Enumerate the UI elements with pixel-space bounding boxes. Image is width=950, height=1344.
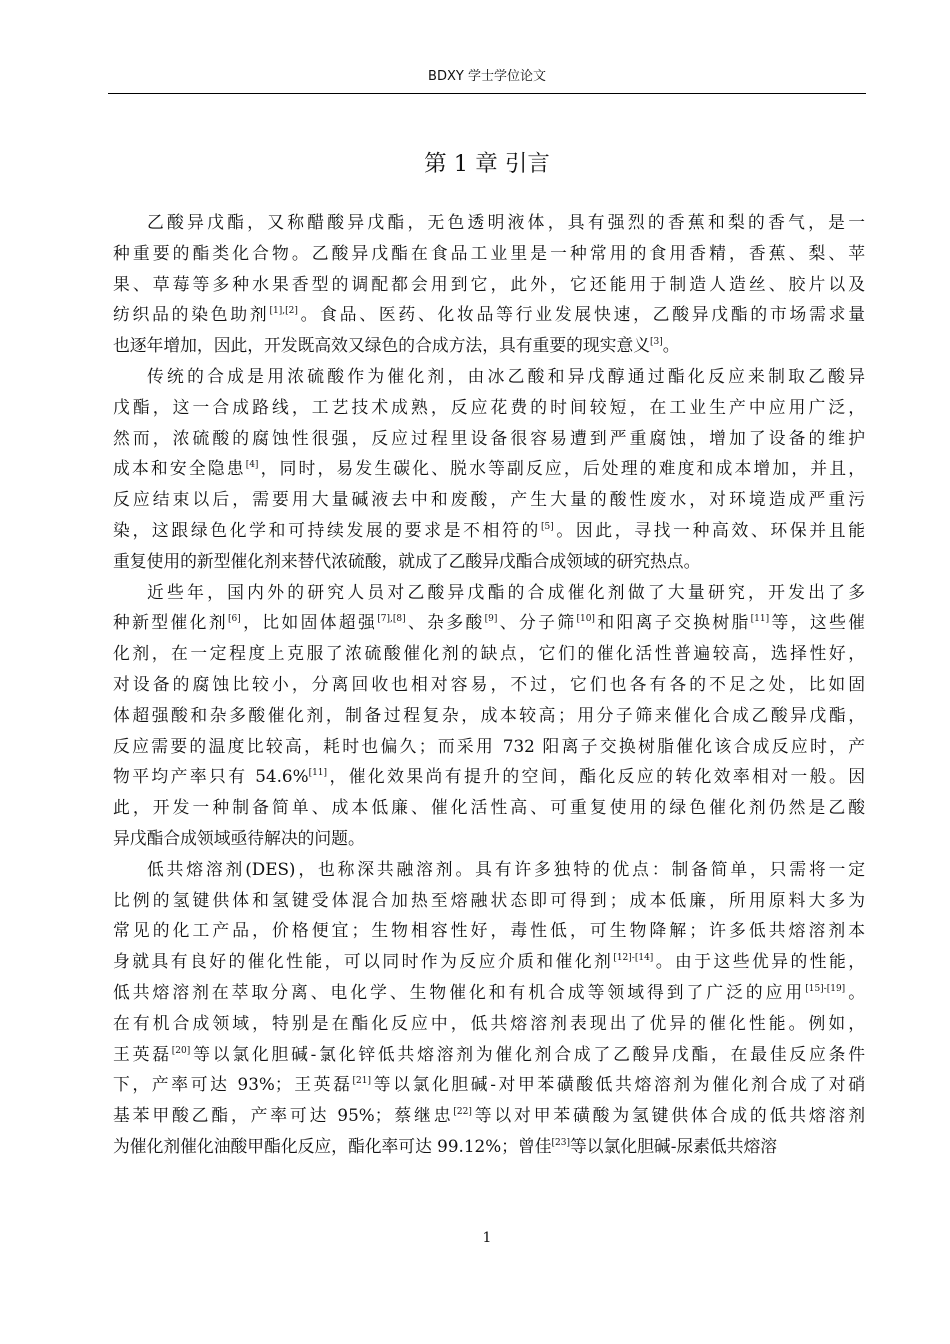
running-header: [108, 66, 866, 94]
citation-ref: [1],[2]: [269, 306, 298, 317]
text-line: [113, 1069, 865, 1100]
text-run: 低共熔溶剂(DES)，也称深共融溶剂。具有许多独特的优点：制备简单，只需将一定: [147, 858, 865, 879]
text-line: [113, 638, 865, 669]
text-run: 比例的氢键供体和氢键受体混合加热至熔融状态即可得到；成本低廉，所用原料大多为: [113, 889, 865, 910]
citation-ref: [4]: [245, 460, 259, 471]
text-run: 等以氯化胆碱-氯化锌低共熔溶剂为催化剂合成了乙酸异戊酯，在最佳反应条件: [190, 1043, 865, 1064]
text-run: 体超强酸和杂多酸催化剂，制备过程复杂，成本较高；用分子筛来催化合成乙酸异戊酯，: [113, 704, 865, 725]
text-line: [113, 761, 865, 792]
text-run: 此，开发一种制备简单、成本低廉、催化活性高、可重复使用的绿色催化剂仍然是乙酸: [113, 797, 865, 818]
header-title: BDXY 学士学位论文: [428, 69, 546, 84]
text-run: 。因此，寻找一种高效、环保并且能: [553, 519, 865, 540]
citation-ref: [20]: [171, 1045, 191, 1056]
text-run: 近些年，国内外的研究人员对乙酸异戊酯的合成催化剂做了大量研究，开发出了多: [147, 581, 865, 602]
citation-ref: [21]: [352, 1076, 372, 1087]
text-line: [113, 299, 865, 330]
text-line: [113, 484, 865, 515]
text-line: [113, 453, 865, 484]
text-run: 纺织品的染色助剂: [113, 304, 270, 325]
paragraph: [113, 207, 865, 361]
text-run: 、分子筛: [497, 612, 577, 633]
text-line: [113, 885, 865, 916]
text-line: [113, 977, 865, 1008]
citation-ref: [12]-[14]: [613, 953, 654, 964]
text-line: [113, 269, 865, 300]
text-line: [113, 361, 865, 392]
text-line: [113, 731, 865, 762]
chapter-title: 第 1 章 引言: [424, 151, 550, 177]
text-run: ，同时，易发生碳化、脱水等副反应，后处理的难度和成本增加，并且，: [258, 458, 865, 479]
citation-ref: [3]: [650, 337, 663, 348]
text-run: 下，产率可达 93%；王英磊: [113, 1074, 353, 1095]
text-run: 成本和安全隐患: [113, 458, 246, 479]
text-run: 染，这跟绿色化学和可持续发展的要求是不相符的: [113, 519, 541, 540]
text-line: [113, 207, 865, 238]
citation-ref: [9]: [484, 614, 498, 625]
text-run: 。: [845, 981, 865, 1002]
citation-ref: [11]: [750, 614, 770, 625]
text-run: 然而，浓硫酸的腐蚀性很强，反应过程里设备很容易遭到严重腐蚀，增加了设备的维护: [113, 427, 865, 448]
chapter-body: [113, 207, 865, 1162]
citation-ref: [7],[8]: [377, 614, 406, 625]
text-run: 。食品、医药、化妆品等行业发展快速，乙酸异戊酯的市场需求量: [297, 304, 865, 325]
text-run: 。: [662, 335, 680, 356]
paragraph: [113, 361, 865, 577]
text-line: [113, 1039, 865, 1070]
citation-ref: [10]: [576, 614, 595, 625]
text-run: 对设备的腐蚀比较小，分离回收也相对容易，不过，它们也各有各的不足之处，比如固: [113, 673, 865, 694]
text-run: 等以氯化胆碱-尿素低共熔溶: [570, 1135, 778, 1156]
text-line: [113, 577, 865, 608]
text-run: 基苯甲酸乙酯，产率可达 95%；蔡继忠: [113, 1105, 454, 1126]
text-line: [113, 515, 865, 546]
text-run: 、杂多酸: [405, 612, 485, 633]
text-run: 传统的合成是用浓硫酸作为催化剂，由冰乙酸和异戊醇通过酯化反应来制取乙酸异: [147, 365, 865, 386]
text-run: 等以对甲苯磺酸为氢键供体合成的低共熔溶剂: [471, 1105, 865, 1126]
text-run: 等，这些催: [769, 612, 865, 633]
text-line: [113, 915, 865, 946]
text-run: 也逐年增加，因此，开发既高效又绿色的合成方法，具有重要的现实意义: [113, 335, 651, 356]
text-run: 异戊酯合成领域亟待解决的问题。: [113, 827, 365, 848]
text-line: [113, 946, 865, 977]
text-run: ，比如固体超强: [240, 612, 378, 633]
text-run: 等以氯化胆碱-对甲苯磺酸低共熔溶剂为催化剂合成了对硝: [371, 1074, 865, 1095]
text-line: [113, 854, 865, 885]
page-number: 1: [482, 1230, 492, 1246]
text-line: [113, 1100, 865, 1131]
text-run: 。由于这些优异的性能，: [653, 951, 865, 972]
text-run: 果、草莓等多种水果香型的调配都会用到它，此外，它还能用于制造人造丝、胶片以及: [113, 273, 865, 294]
text-run: 种重要的酯类化合物。乙酸异戊酯在食品工业里是一种常用的食用香精，香蕉、梨、苹: [113, 242, 865, 263]
text-run: 常见的化工产品，价格便宜；生物相容性好，毒性低，可生物降解；许多低共熔溶剂本: [113, 920, 865, 941]
text-run: 反应需要的温度比较高，耗时也偏久；而采用 732 阳离子交换树脂催化该合成反应时，产: [113, 735, 865, 756]
text-line: [113, 669, 865, 700]
text-line: [113, 700, 865, 731]
citation-ref: [5]: [540, 521, 554, 532]
text-run: ，催化效果尚有提升的空间，酯化反应的转化效率相对一般。因: [327, 766, 865, 787]
text-run: 低共熔溶剂在萃取分离、电化学、生物催化和有机合成等领域得到了广泛的应用: [113, 981, 806, 1002]
text-line: [113, 392, 865, 423]
text-line: [113, 423, 865, 454]
text-run: 重复使用的新型催化剂来替代浓硫酸，就成了乙酸异戊酯合成领域的研究热点。: [113, 550, 701, 571]
text-run: 化剂，在一定程度上克服了浓硫酸催化剂的缺点，它们的催化活性普遍较高，选择性好，: [113, 643, 865, 664]
citation-ref: [6]: [227, 614, 241, 625]
text-line: [113, 546, 865, 577]
text-line: [113, 823, 865, 854]
text-line: [113, 238, 865, 269]
text-line: [113, 1008, 865, 1039]
text-line: [113, 1131, 865, 1162]
citation-ref: [15]-[19]: [805, 983, 846, 994]
citation-ref: [11]: [308, 768, 328, 779]
text-run: 反应结束以后，需要用大量碱液去中和废酸，产生大量的酸性废水，对环境造成严重污: [113, 489, 865, 510]
text-run: 在有机合成领域，特别是在酯化反应中，低共熔溶剂表现出了优异的催化性能。例如，: [113, 1012, 865, 1033]
citation-ref: [22]: [453, 1107, 472, 1118]
text-run: 乙酸异戊酯，又称醋酸异戊酯，无色透明液体，具有强烈的香蕉和梨的香气，是一: [147, 212, 865, 232]
text-line: [113, 792, 865, 823]
text-run: 王英磊: [113, 1043, 172, 1064]
paragraph: [113, 854, 865, 1162]
text-run: 戊酯，这一合成路线，工艺技术成熟，反应花费的时间较短，在工业生产中应用广泛，: [113, 396, 865, 417]
text-line: [113, 607, 865, 638]
text-line: [113, 330, 865, 361]
citation-ref: [23]: [551, 1137, 570, 1148]
text-run: 和阳离子交换树脂: [594, 612, 751, 633]
text-run: 为催化剂催化油酸甲酯化反应，酯化率可达 99.12%；曾佳: [113, 1135, 552, 1156]
paragraph: [113, 577, 865, 854]
text-run: 物平均产率只有 54.6%: [113, 766, 309, 787]
text-run: 身就具有良好的催化性能，可以同时作为反应介质和催化剂: [113, 951, 614, 972]
text-run: 种新型催化剂: [113, 612, 228, 633]
